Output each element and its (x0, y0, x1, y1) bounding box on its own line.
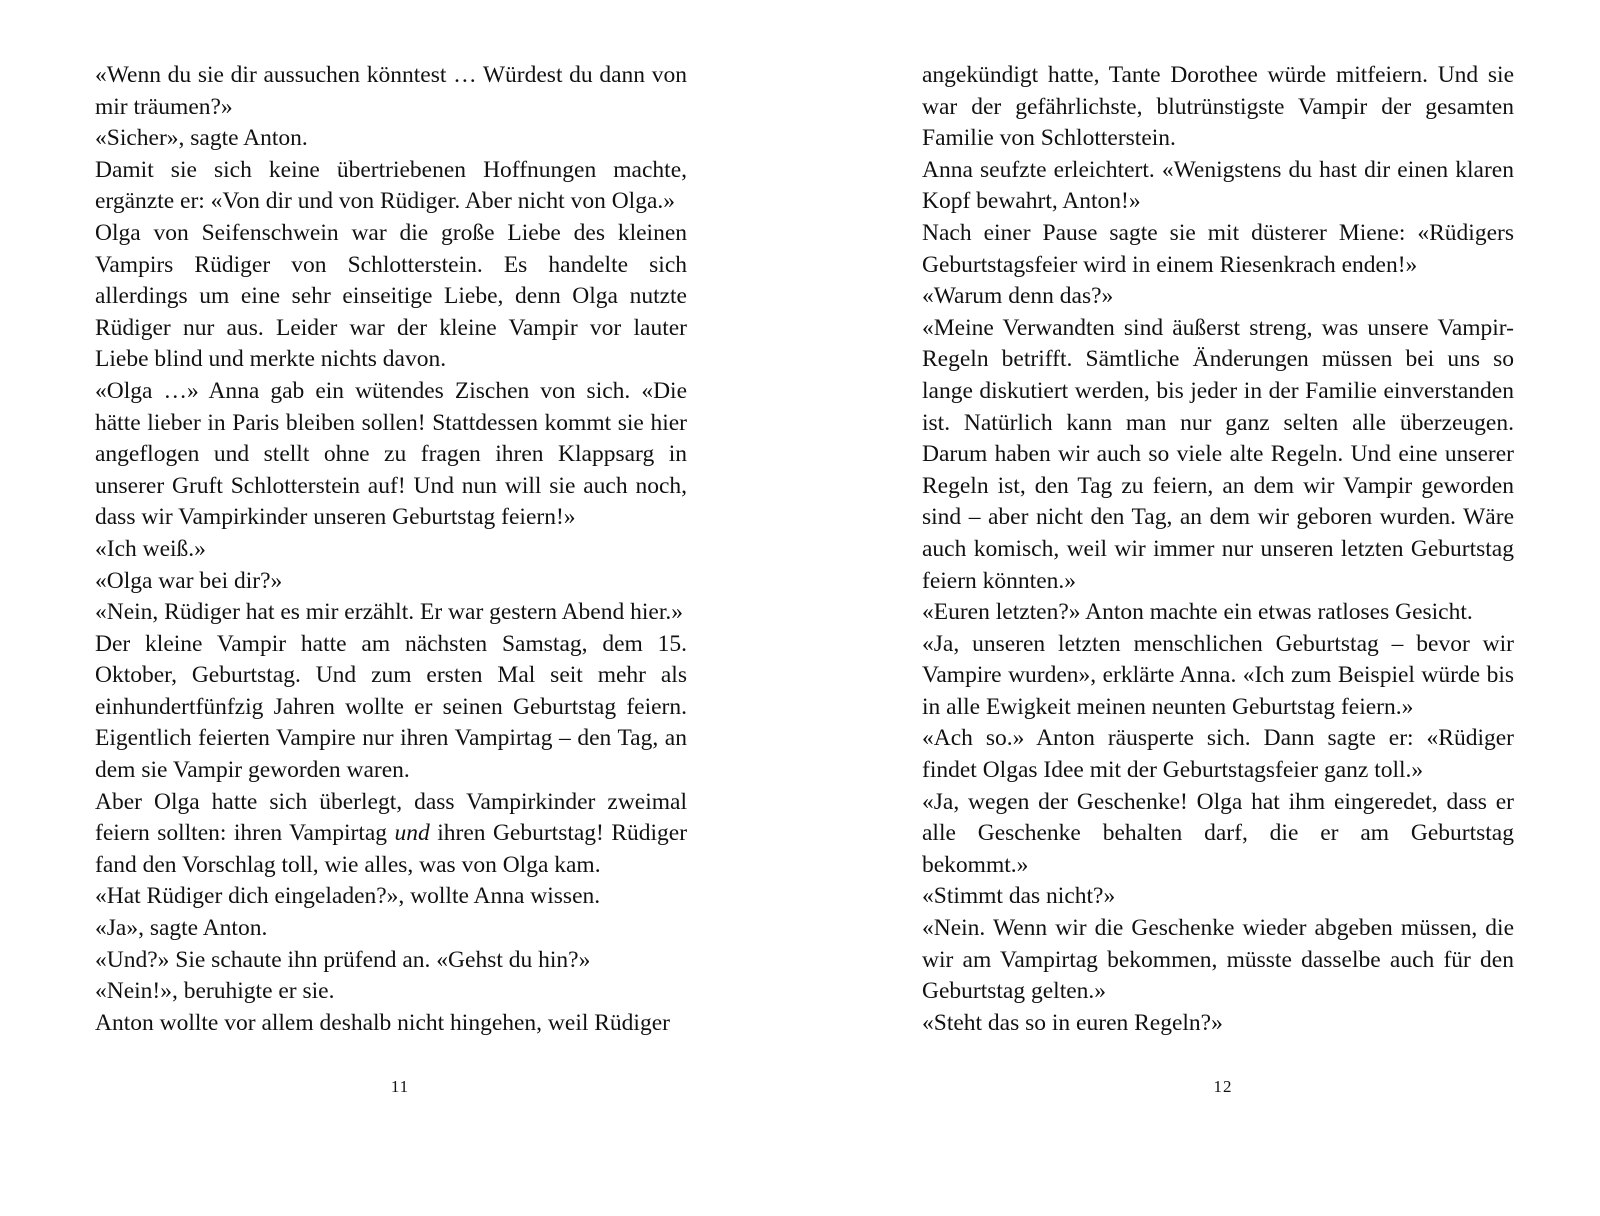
paragraph: «Hat Rüdiger dich eingeladen?», wollte Anna wissen. (95, 883, 601, 910)
paragraph: «Ich weiß.» (95, 535, 206, 562)
paragraph-part: ihren Geburtstag! Rüdiger fand den Vorschlag toll, wie alles, was von Olga kam. (95, 820, 688, 878)
paragraph: «Euren letzten?» Anton machte ein etwas ratloses Gesicht. (922, 599, 1473, 626)
paragraph: Anton wollte vor allem deshalb nicht hingehen, weil Rüdiger (95, 1009, 670, 1036)
paragraph: «Warum denn das?» (922, 283, 1114, 310)
paragraph: «Steht das so in euren Regeln?» (922, 1009, 1223, 1036)
paragraph-with-emphasis (95, 787, 687, 882)
paragraph: Der kleine Vampir hatte am nächsten Samstag, dem 15. Oktober, Geburtstag. Und zum ersten Mal seit mehr als einhundertfünfzig Jahren wollte er seinen Geburtstag feiern. Eigentlich feierten Vampire nur ihren Vampirtag – den Tag, an dem sie Vampir geworden waren. (95, 630, 687, 784)
paragraph: «Ja, wegen der Geschenke! Olga hat ihm eingeredet, dass er alle Geschenke behalten darf, die er am Geburtstag bekommt.» (922, 788, 1514, 878)
paragraph: «Wenn du sie dir aussuchen könntest … Würdest du dann von mir träumen?» (95, 62, 687, 120)
paragraph: «Ja, unseren letzten menschlichen Geburtstag – bevor wir Vampire wurden», erklärte Anna. «Ich zum Beispiel würde bis in alle Ewigkeit meinen neunten Geburtstag feiern.» (922, 630, 1514, 720)
left-page-text (95, 60, 687, 1039)
emphasis-word: und (394, 820, 430, 847)
paragraph: «Nein, Rüdiger hat es mir erzählt. Er war gestern Abend hier.» (95, 599, 683, 626)
paragraph: «Olga war bei dir?» (95, 567, 283, 594)
page-number-right: 12 (1213, 1077, 1233, 1096)
paragraph: «Und?» Sie schaute ihn prüfend an. «Gehst du hin?» (95, 946, 591, 973)
paragraph: angekündigt hatte, Tante Dorothee würde mitfeiern. Und sie war der gefährlichste, blutrünstigste Vampir der gesamten Familie von Schlotterstein. (922, 62, 1514, 152)
paragraph: «Olga …» Anna gab ein wütendes Zischen von sich. «Die hätte lieber in Paris bleiben sollen! Stattdessen kommt sie hier angeflogen und stellt ohne zu fragen ihren Klappsarg in unserer Gruft Schlotterstein auf! Und nun will sie auch noch, dass wir Vampirkinder unseren Geburtstag feiern!» (95, 377, 687, 531)
right-page (922, 60, 1514, 1039)
paragraph: «Meine Verwandten sind äußerst streng, was unsere Vampir-Regeln betrifft. Sämtliche Änderungen müssen bei uns so lange diskutiert werden, bis jeder in der Familie einverstanden ist. Natürlich kann man nur ganz selten alle überzeugen. Darum haben wir auch so viele alte Regeln. Und eine unserer Regeln ist, den Tag zu feiern, an dem wir Vampir geworden sind – aber nicht den Tag, an dem wir geboren wurden. Wäre auch komisch, weil wir immer nur unseren letzten Geburtstag feiern könnten.» (922, 314, 1514, 594)
paragraph: Damit sie sich keine übertriebenen Hoffnungen machte, ergänzte er: «Von dir und von Rüdiger. Aber nicht von Olga.» (95, 156, 687, 215)
paragraph: «Ach so.» Anton räusperte sich. Dann sagte er: «Rüdiger findet Olgas Idee mit der Geburtstagsfeier ganz toll.» (922, 725, 1514, 784)
paragraph: Nach einer Pause sagte sie mit düsterer Miene: «Rüdigers Geburtstagsfeier wird in einem Riesenkrach enden!» (922, 219, 1514, 278)
paragraph: «Ja», sagte Anton. (95, 915, 268, 942)
left-page (95, 60, 687, 1039)
paragraph: «Nein. Wenn wir die Geschenke wieder abgeben müssen, die wir am Vampirtag bekommen, müsste dasselbe auch für den Geburtstag gelten.» (922, 915, 1514, 1005)
paragraph: Olga von Seifenschwein war die große Liebe des kleinen Vampirs Rüdiger von Schlotterstein. Es handelte sich allerdings um eine sehr einseitige Liebe, denn Olga nutzte Rüdiger nur aus. Leider war der kleine Vampir vor lauter Liebe blind und merkte nichts davon. (95, 219, 687, 373)
paragraph: «Sicher», sagte Anton. (95, 125, 308, 152)
page-number-left: 11 (390, 1077, 410, 1096)
paragraph-part: Aber Olga hatte sich überlegt, dass Vampirkinder zweimal feiern sollten: ihren Vampirtag (95, 788, 687, 847)
paragraph: «Stimmt das nicht?» (922, 883, 1116, 910)
paragraph: «Nein!», beruhigte er sie. (95, 978, 335, 1005)
right-page-text (922, 60, 1514, 1039)
paragraph: Anna seufzte erleichtert. «Wenigstens du hast dir einen klaren Kopf bewahrt, Anton!» (922, 156, 1514, 215)
